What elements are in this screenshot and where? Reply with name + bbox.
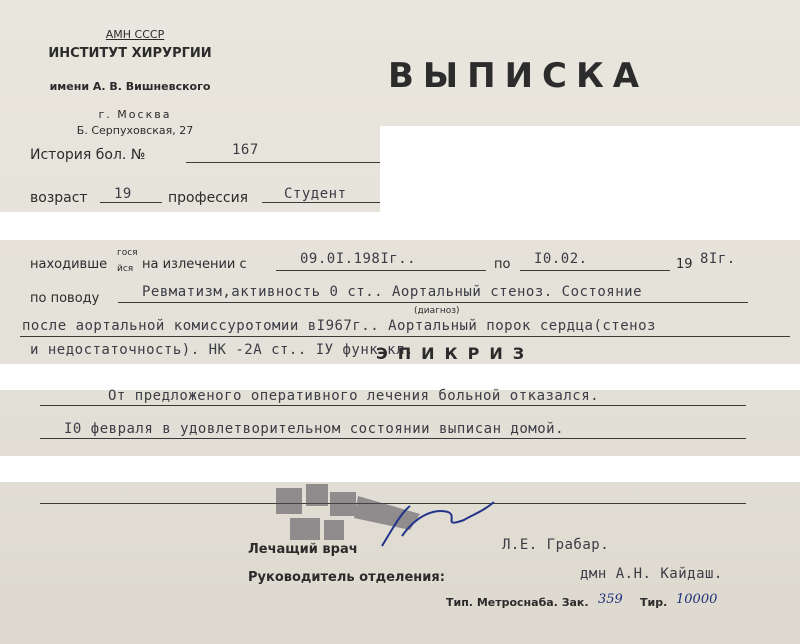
diagnosis-line-3: и недостаточность). НК -2А ст.. IУ функ.кл. [30,342,414,358]
attending-label: Лечащий врач [248,542,358,557]
org-address: Б. Серпуховская, 27 [76,124,194,137]
document-title: ВЫПИСКА [388,56,649,96]
treatment-year-prefix: 19 [676,257,693,272]
diagnosis-caption: (диагноз) [414,306,460,316]
history-number: 167 [232,142,259,158]
treatment-suffix-top: гося [117,248,138,258]
epicrisis-heading: ЭПИКРИЗ [376,344,535,363]
redaction-band-1 [0,212,800,240]
attending-name: Л.Е. Грабар. [502,537,610,553]
treatment-from: 09.0I.198Iг.. [300,251,417,267]
age-value: 19 [114,186,132,202]
age-label: возраст [30,190,88,206]
treatment-label-b: на излечении с [142,257,247,272]
diagnosis-line-2: после аортальной комиссуротомии вI967г.. Аортальный порок сердца(стеноз [22,318,656,334]
signature [376,486,506,556]
treatment-label-a: находивше [30,257,108,272]
profession-label: профессия [168,190,249,206]
diagnosis-line-1: Ревматизм,активность 0 ст.. Аортальный стеноз. Состояние [142,284,643,300]
treatment-year-suffix: 8Iг. [700,251,736,267]
org-line-3: имени А. В. Вишневского [49,80,211,93]
profession-value: Студент [284,186,347,202]
org-line-2: ИНСТИТУТ ХИРУРГИИ [48,46,212,61]
treatment-to: I0.02. [534,251,588,267]
head-name: дмн А.Н. Кайдаш. [580,566,723,582]
epicrisis-line-2: I0 февраля в удовлетворительном состоянии выписан домой. [64,421,565,437]
treatment-suffix-bottom: йся [117,264,134,274]
head-label: Руководитель отделения: [248,570,445,585]
treatment-to-label: по [494,257,511,272]
printer-label: Тип. Метроснаба. Зак. [446,596,589,609]
history-label: История бол. № [30,147,146,163]
diagnosis-label: по поводу [30,291,100,306]
epicrisis-line-1: От предложеного оперативного лечения больной отказался. [108,388,600,404]
printer-run: 10000 [676,592,718,607]
printer-run-label: Тир. [640,596,668,609]
printer-order: 359 [598,592,623,607]
org-line-1: АМН СССР [105,28,165,41]
redaction-band-2 [0,364,800,390]
org-city: г. Москва [98,108,172,121]
